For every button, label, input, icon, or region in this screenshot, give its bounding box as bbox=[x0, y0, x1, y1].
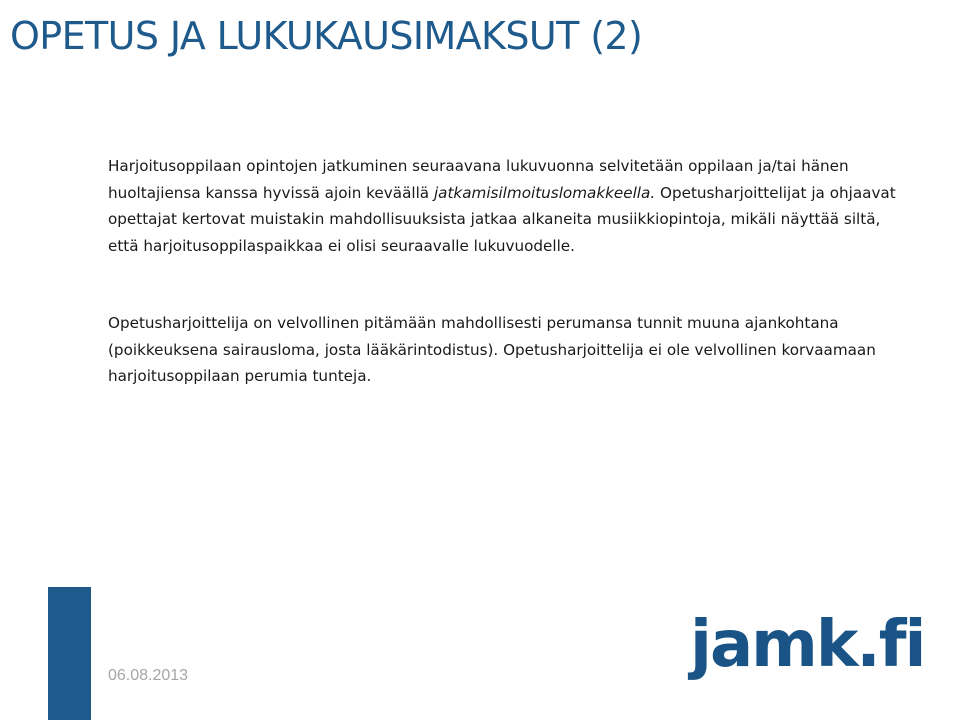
slide-title: OPETUS JA LUKUKAUSIMAKSUT (2) bbox=[10, 14, 643, 58]
paragraph-continuation-lead: Harjoitusoppilaan opintojen jatkuminen seuraavana lukuvuonna selvitetään oppilaan ja/tai hänen huoltajiensa kanssa hyvissä ajoin keväällä bbox=[108, 157, 849, 202]
footer-date: 06.08.2013 bbox=[108, 667, 189, 684]
accent-bar bbox=[48, 587, 91, 720]
slide-body bbox=[108, 153, 898, 390]
paragraph-continuation bbox=[108, 153, 898, 259]
form-name-italic: jatkamisilmoituslomakkeella. bbox=[433, 183, 656, 202]
paragraph-continuation-rest: Opetusharjoittelijat ja ohjaavat opettajat kertovat muistakin mahdollisuuksista jatkaa alkaneita musiikkiopintoja, mikäli näyttää siltä, että harjoitusoppilaspaikkaa ei olisi seuraavalle lukuvuodelle. bbox=[108, 183, 896, 255]
jamk-logo: jamk.fi bbox=[690, 608, 925, 682]
paragraph-cancellations: Opetusharjoittelija on velvollinen pitämään mahdollisesti perumansa tunnit muuna ajankohtana (poikkeuksena sairausloma, josta lääkärintodistus). Opetusharjoittelija ei ole velvollinen korvaamaan harjoitusoppilaan perumia tunteja. bbox=[108, 314, 876, 385]
